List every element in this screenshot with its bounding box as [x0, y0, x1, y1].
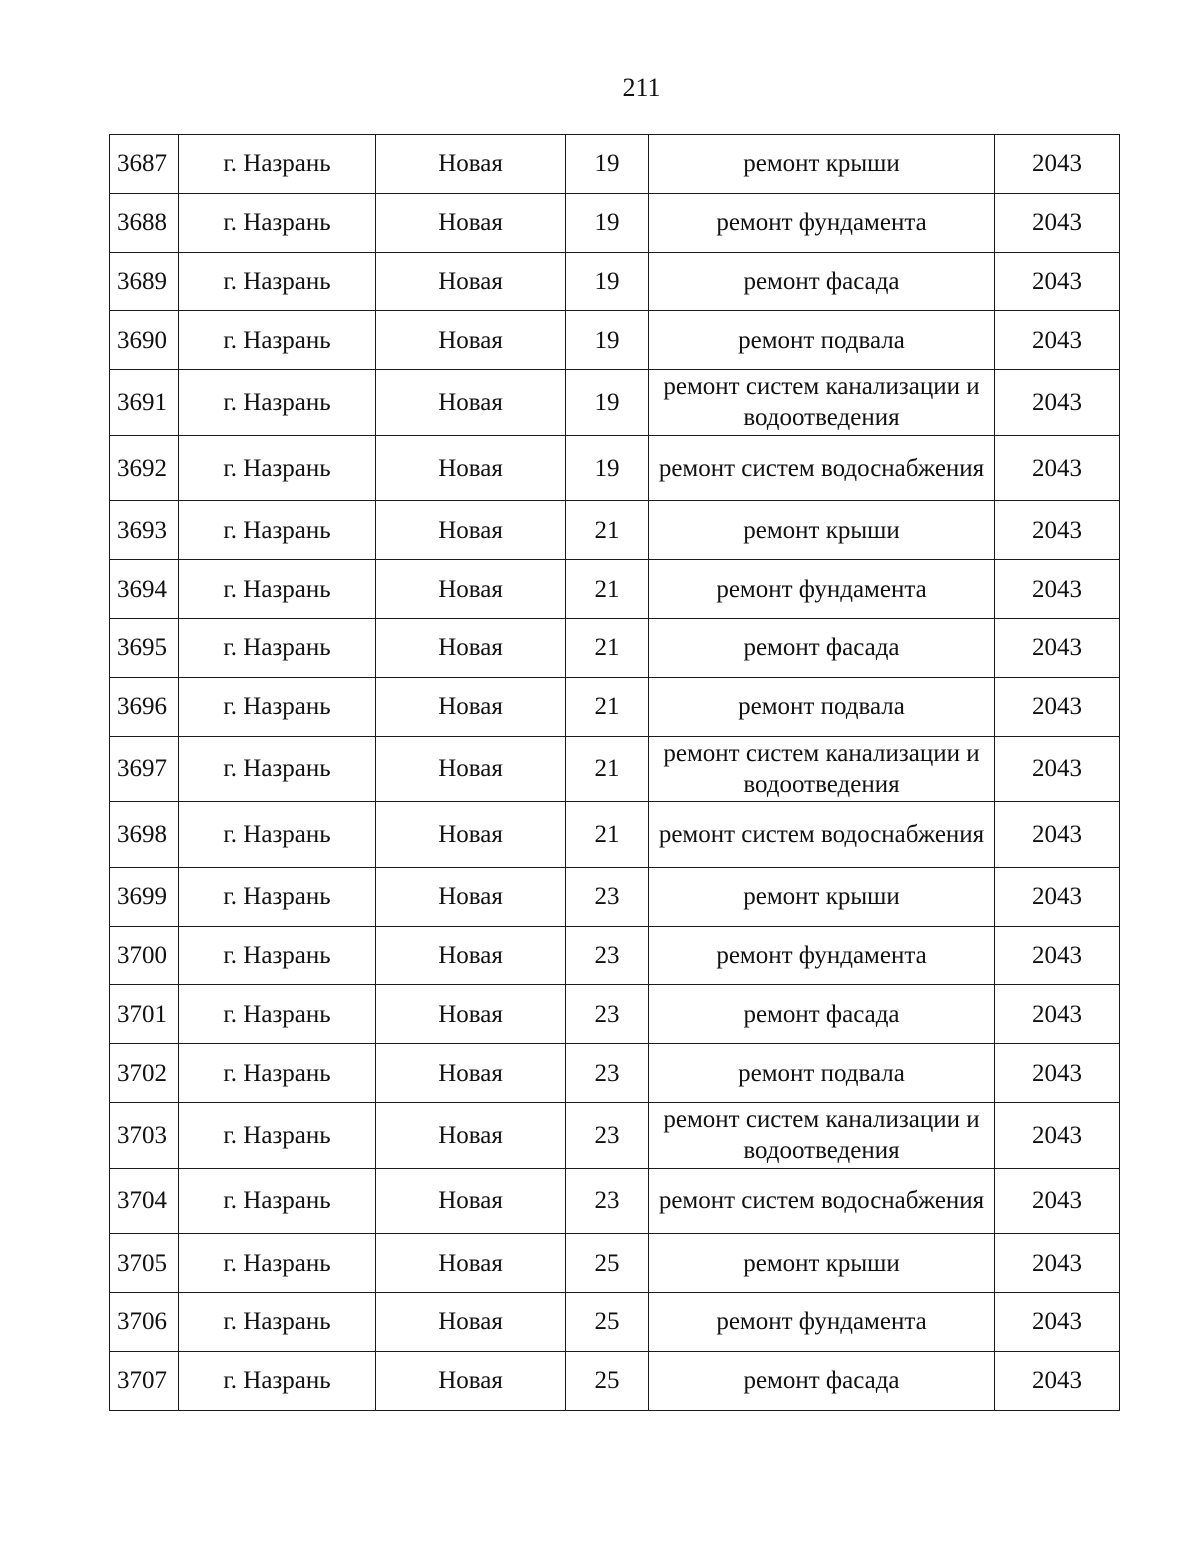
street-cell: Новая: [376, 560, 566, 619]
work-type-cell: ремонт фундамента: [649, 560, 995, 619]
work-type-cell: ремонт фундамента: [649, 193, 995, 252]
year-cell: 2043: [995, 560, 1120, 619]
table-row: [110, 435, 1120, 501]
work-type-cell: ремонт подвала: [649, 1044, 995, 1103]
row-number-cell: 3689: [110, 252, 179, 311]
year-cell: 2043: [995, 677, 1120, 736]
house-number-cell: 25: [566, 1351, 649, 1410]
city-cell: г. Назрань: [179, 1102, 376, 1168]
work-type-cell: ремонт подвала: [649, 311, 995, 370]
table-row: [110, 1234, 1120, 1293]
year-cell: 2043: [995, 1234, 1120, 1293]
house-number-cell: 21: [566, 736, 649, 802]
row-number-cell: 3707: [110, 1351, 179, 1410]
street-cell: Новая: [376, 677, 566, 736]
table-row: [110, 311, 1120, 370]
work-type-cell: ремонт фасада: [649, 618, 995, 677]
street-cell: Новая: [376, 867, 566, 926]
city-cell: г. Назрань: [179, 311, 376, 370]
street-cell: Новая: [376, 435, 566, 501]
street-cell: Новая: [376, 926, 566, 985]
year-cell: 2043: [995, 370, 1120, 436]
city-cell: г. Назрань: [179, 501, 376, 560]
house-number-cell: 23: [566, 926, 649, 985]
work-type-cell: ремонт крыши: [649, 501, 995, 560]
house-number-cell: 19: [566, 193, 649, 252]
house-number-cell: 19: [566, 252, 649, 311]
street-cell: Новая: [376, 501, 566, 560]
city-cell: г. Назрань: [179, 435, 376, 501]
street-cell: Новая: [376, 618, 566, 677]
street-cell: Новая: [376, 370, 566, 436]
house-number-cell: 23: [566, 1168, 649, 1234]
row-number-cell: 3701: [110, 985, 179, 1044]
work-type-cell: ремонт фасада: [649, 985, 995, 1044]
year-cell: 2043: [995, 618, 1120, 677]
row-number-cell: 3688: [110, 193, 179, 252]
table-row: [110, 926, 1120, 985]
house-number-cell: 21: [566, 618, 649, 677]
work-type-cell: ремонт крыши: [649, 135, 995, 194]
house-number-cell: 19: [566, 311, 649, 370]
year-cell: 2043: [995, 736, 1120, 802]
house-number-cell: 19: [566, 435, 649, 501]
row-number-cell: 3699: [110, 867, 179, 926]
city-cell: г. Назрань: [179, 985, 376, 1044]
work-type-cell: ремонт фундамента: [649, 1292, 995, 1351]
row-number-cell: 3704: [110, 1168, 179, 1234]
house-number-cell: 23: [566, 867, 649, 926]
table-row: [110, 370, 1120, 436]
house-number-cell: 19: [566, 370, 649, 436]
city-cell: г. Назрань: [179, 867, 376, 926]
house-number-cell: 19: [566, 135, 649, 194]
row-number-cell: 3691: [110, 370, 179, 436]
row-number-cell: 3693: [110, 501, 179, 560]
table-row: [110, 560, 1120, 619]
street-cell: Новая: [376, 193, 566, 252]
row-number-cell: 3692: [110, 435, 179, 501]
year-cell: 2043: [995, 311, 1120, 370]
city-cell: г. Назрань: [179, 370, 376, 436]
work-type-cell: ремонт подвала: [649, 677, 995, 736]
row-number-cell: 3690: [110, 311, 179, 370]
row-number-cell: 3695: [110, 618, 179, 677]
work-type-cell: ремонт систем канализации и водоотведения: [649, 1102, 995, 1168]
row-number-cell: 3702: [110, 1044, 179, 1103]
year-cell: 2043: [995, 1102, 1120, 1168]
year-cell: 2043: [995, 985, 1120, 1044]
work-type-cell: ремонт фасада: [649, 1351, 995, 1410]
house-number-cell: 25: [566, 1234, 649, 1293]
table-row: [110, 985, 1120, 1044]
street-cell: Новая: [376, 1292, 566, 1351]
house-number-cell: 21: [566, 560, 649, 619]
table-row: [110, 618, 1120, 677]
street-cell: Новая: [376, 802, 566, 868]
repair-schedule-table: [109, 134, 1120, 1411]
house-number-cell: 23: [566, 985, 649, 1044]
table-row: [110, 677, 1120, 736]
table-row: [110, 1168, 1120, 1234]
table-row: [110, 802, 1120, 868]
row-number-cell: 3705: [110, 1234, 179, 1293]
row-number-cell: 3696: [110, 677, 179, 736]
city-cell: г. Назрань: [179, 1351, 376, 1410]
street-cell: Новая: [376, 1351, 566, 1410]
city-cell: г. Назрань: [179, 736, 376, 802]
street-cell: Новая: [376, 1102, 566, 1168]
row-number-cell: 3698: [110, 802, 179, 868]
table-body: [110, 135, 1120, 1411]
street-cell: Новая: [376, 135, 566, 194]
year-cell: 2043: [995, 135, 1120, 194]
table-row: [110, 501, 1120, 560]
table-row: [110, 1044, 1120, 1103]
city-cell: г. Назрань: [179, 618, 376, 677]
table-row: [110, 135, 1120, 194]
city-cell: г. Назрань: [179, 802, 376, 868]
year-cell: 2043: [995, 926, 1120, 985]
page-number: 211: [622, 73, 661, 102]
street-cell: Новая: [376, 311, 566, 370]
row-number-cell: 3700: [110, 926, 179, 985]
street-cell: Новая: [376, 736, 566, 802]
house-number-cell: 25: [566, 1292, 649, 1351]
house-number-cell: 21: [566, 501, 649, 560]
city-cell: г. Назрань: [179, 926, 376, 985]
city-cell: г. Назрань: [179, 1234, 376, 1293]
work-type-cell: ремонт крыши: [649, 1234, 995, 1293]
work-type-cell: ремонт фундамента: [649, 926, 995, 985]
city-cell: г. Назрань: [179, 135, 376, 194]
work-type-cell: ремонт крыши: [649, 867, 995, 926]
row-number-cell: 3703: [110, 1102, 179, 1168]
row-number-cell: 3687: [110, 135, 179, 194]
year-cell: 2043: [995, 1044, 1120, 1103]
street-cell: Новая: [376, 985, 566, 1044]
year-cell: 2043: [995, 252, 1120, 311]
table-row: [110, 736, 1120, 802]
year-cell: 2043: [995, 435, 1120, 501]
row-number-cell: 3706: [110, 1292, 179, 1351]
work-type-cell: ремонт систем водоснабжения: [649, 1168, 995, 1234]
street-cell: Новая: [376, 1234, 566, 1293]
year-cell: 2043: [995, 193, 1120, 252]
house-number-cell: 21: [566, 802, 649, 868]
table-row: [110, 1351, 1120, 1410]
year-cell: 2043: [995, 1351, 1120, 1410]
work-type-cell: ремонт систем водоснабжения: [649, 435, 995, 501]
city-cell: г. Назрань: [179, 252, 376, 311]
street-cell: Новая: [376, 1044, 566, 1103]
row-number-cell: 3694: [110, 560, 179, 619]
year-cell: 2043: [995, 1168, 1120, 1234]
work-type-cell: ремонт систем водоснабжения: [649, 802, 995, 868]
year-cell: 2043: [995, 1292, 1120, 1351]
work-type-cell: ремонт фасада: [649, 252, 995, 311]
table-row: [110, 193, 1120, 252]
street-cell: Новая: [376, 252, 566, 311]
house-number-cell: 21: [566, 677, 649, 736]
house-number-cell: 23: [566, 1044, 649, 1103]
city-cell: г. Назрань: [179, 1168, 376, 1234]
house-number-cell: 23: [566, 1102, 649, 1168]
city-cell: г. Назрань: [179, 193, 376, 252]
table-row: [110, 1292, 1120, 1351]
street-cell: Новая: [376, 1168, 566, 1234]
city-cell: г. Назрань: [179, 1292, 376, 1351]
work-type-cell: ремонт систем канализации и водоотведения: [649, 736, 995, 802]
year-cell: 2043: [995, 867, 1120, 926]
city-cell: г. Назрань: [179, 677, 376, 736]
city-cell: г. Назрань: [179, 1044, 376, 1103]
table-row: [110, 867, 1120, 926]
table-row: [110, 252, 1120, 311]
year-cell: 2043: [995, 501, 1120, 560]
row-number-cell: 3697: [110, 736, 179, 802]
city-cell: г. Назрань: [179, 560, 376, 619]
work-type-cell: ремонт систем канализации и водоотведения: [649, 370, 995, 436]
year-cell: 2043: [995, 802, 1120, 868]
table-row: [110, 1102, 1120, 1168]
